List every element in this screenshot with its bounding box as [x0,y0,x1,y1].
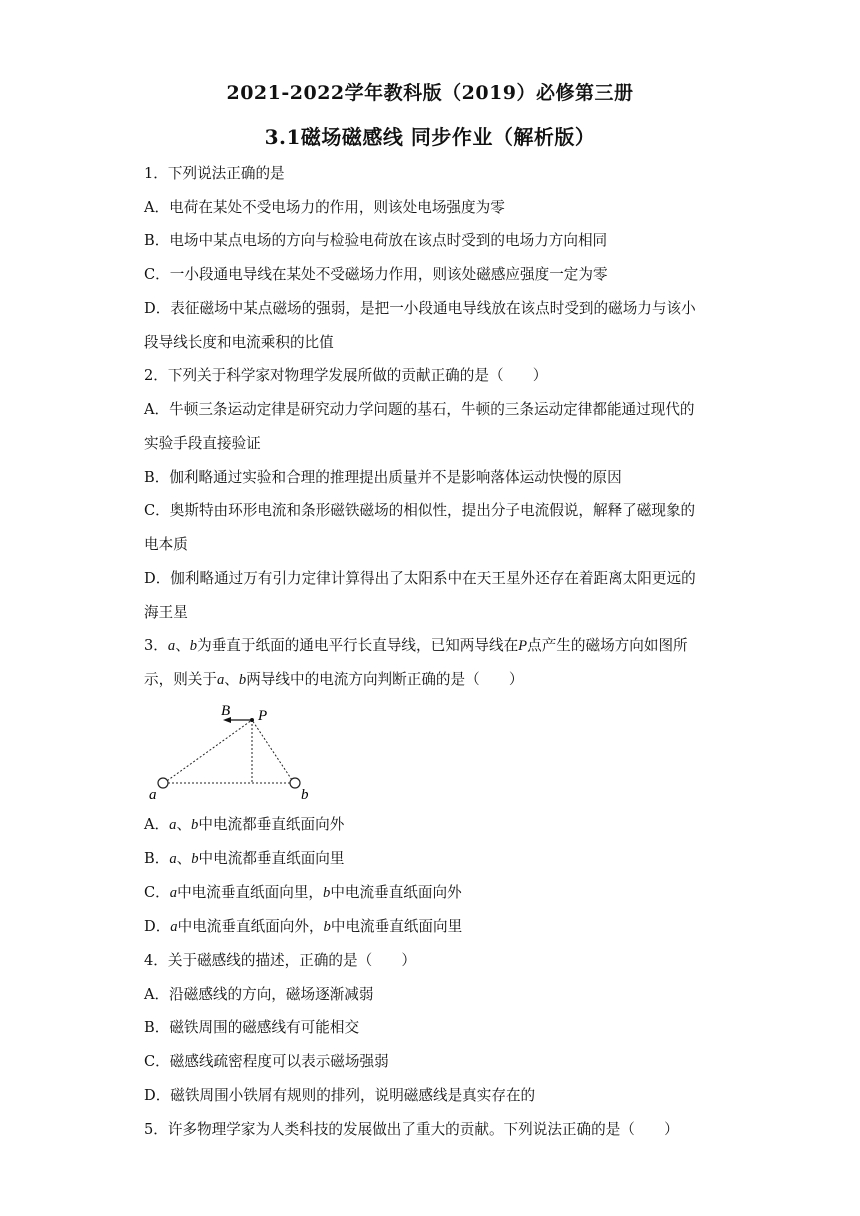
q4-stem: 4．关于磁感线的描述，正确的是（ ） [144,952,416,969]
q4-option-d: D．磁铁周围小铁屑有规则的排列，说明磁感线是真实存在的 [144,1087,536,1104]
q1-option-d-line2: 段导线长度和电流乘积的比值 [144,334,334,351]
q2-option-d-line2: 海王星 [144,604,188,621]
q3-stem-line1: 3．a、b为垂直于纸面的通电平行长直导线，已知两导线在P点产生的磁场方向如图所 [144,637,688,654]
q3-option-a: A．a、b中电流都垂直纸面向外 [144,816,345,833]
q3-option-d: D．a中电流垂直纸面向外，b中电流垂直纸面向里 [144,918,463,935]
q2-option-c-line2: 电本质 [144,536,188,553]
line-b-to-p [252,720,294,783]
q2-option-d-line1: D．伽利略通过万有引力定律计算得出了太阳系中在天王星外还存在着距离太阳更远的 [144,570,696,587]
document-title-line2: 3.1磁场磁感线 同步作业（解析版） [264,125,596,149]
label-p: P [258,708,268,724]
q4-option-b: B．磁铁周围的磁感线有可能相交 [144,1019,360,1036]
wire-b [290,778,300,788]
q4-option-a: A．沿磁感线的方向，磁场逐渐减弱 [144,986,374,1003]
q1-stem: 1．下列说法正确的是 [144,165,285,182]
q3-stem-line2: 示，则关于a、b两导线中的电流方向判断正确的是（ ） [144,671,524,688]
wire-a [158,778,168,788]
q2-stem: 2．下列关于科学家对物理学发展所做的贡献正确的是（ ） [144,367,548,384]
q2-option-a-line1: A．牛顿三条运动定律是研究动力学问题的基石，牛顿的三条运动定律都能通过现代的 [144,401,695,418]
q1-option-a: A．电荷在某处不受电场力的作用，则该处电场强度为零 [144,199,505,216]
document-title-line1: 2021-2022学年教科版（2019）必修第三册 [226,82,634,104]
q2-option-b: B．伽利略通过实验和合理的推理提出质量并不是影响落体运动快慢的原因 [144,469,622,486]
q2-option-a-line2: 实验手段直接验证 [144,435,261,452]
label-a: a [149,787,157,802]
q3-figure-svg [144,702,324,802]
q3-figure [144,702,324,806]
q3-option-b: B．a、b中电流都垂直纸面向里 [144,850,345,867]
label-b-field: B [221,703,231,719]
q3-option-c: C．a中电流垂直纸面向里，b中电流垂直纸面向外 [144,884,462,901]
q4-option-c: C．磁感线疏密程度可以表示磁场强弱 [144,1053,389,1070]
point-p [250,718,254,722]
label-b: b [301,787,309,802]
q1-option-b: B．电场中某点电场的方向与检验电荷放在该点时受到的电场力方向相同 [144,232,608,249]
q2-option-c-line1: C．奥斯特由环形电流和条形磁铁磁场的相似性，提出分子电流假说，解释了磁现象的 [144,502,696,519]
q5-stem: 5．许多物理学家为人类科技的发展做出了重大的贡献。下列说法正确的是（ ） [144,1121,679,1138]
q1-option-c: C．一小段通电导线在某处不受磁场力作用，则该处磁感应强度一定为零 [144,266,608,283]
q1-option-d-line1: D．表征磁场中某点磁场的强弱，是把一小段通电导线放在该点时受到的磁场力与该小 [144,300,696,317]
line-a-to-p [164,720,252,783]
